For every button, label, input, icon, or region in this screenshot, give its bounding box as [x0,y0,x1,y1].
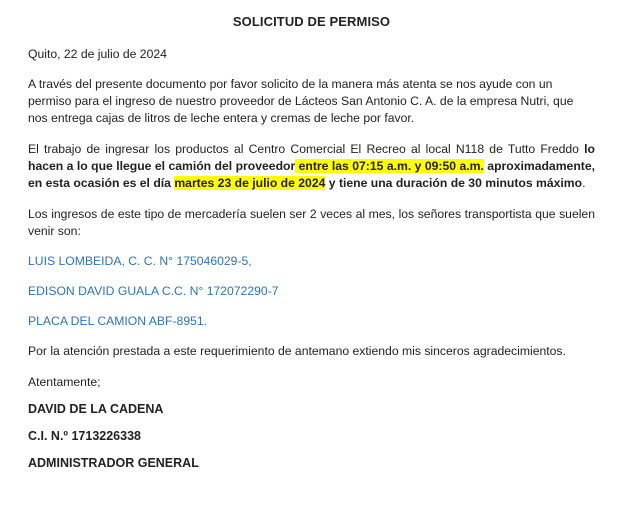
signature-role: ADMINISTRADOR GENERAL [28,456,199,470]
schedule-bold-intro: lo hacen a lo que llegue el camión del proveedor [28,142,595,173]
schedule-intro: El trabajo de ingresar los productos al Centro Comercial El Recreo al local N118 de Tutto Freddo [28,142,585,156]
schedule-bold-middle: aproximadamente, en esta ocasión es el día [28,159,595,190]
paragraph-transporters: Los ingresos de este tipo de mercadería suelen ser 2 veces al mes, los señores transportista que suelen venir son: [28,207,595,238]
paragraph-schedule [28,141,595,192]
schedule-time-range: entre las 07:15 a.m. y 09:50 a.m. [295,159,484,173]
schedule-period: . [582,176,586,190]
document-title: SOLICITUD DE PERMISO [232,14,391,29]
closing-text: Atentamente; [28,375,101,389]
truck-plate: PLACA DEL CAMION ABF-8951. [28,314,208,328]
document-date: Quito, 22 de julio de 2024 [28,47,167,61]
schedule-day: martes 23 de julio de 2024 [174,176,326,190]
transporter-1: LUIS LOMBEIDA, C. C. N° 175046029-5, [28,254,252,268]
signature-id: C.I. N.º 1713226338 [28,429,141,443]
paragraph-request: A través del presente documento por favor solicito de la manera más atenta se nos ayude con un permiso para el ingreso de nuestro proveedor de Lácteos San Antonio C. A. de la empresa Nutri, que nos entrega cajas de litros de leche entera y cremas de leche por favor. [28,77,574,125]
transporter-2: EDISON DAVID GUALA C.C. N° 172072290-7 [28,284,279,298]
schedule-bold-end: y tiene una duración de 30 minutos máximo [325,176,583,190]
signature-name: DAVID DE LA CADENA [28,402,164,416]
paragraph-thanks: Por la atención prestada a este requerimiento de antemano extiendo mis sinceros agradecimientos. [28,344,566,358]
